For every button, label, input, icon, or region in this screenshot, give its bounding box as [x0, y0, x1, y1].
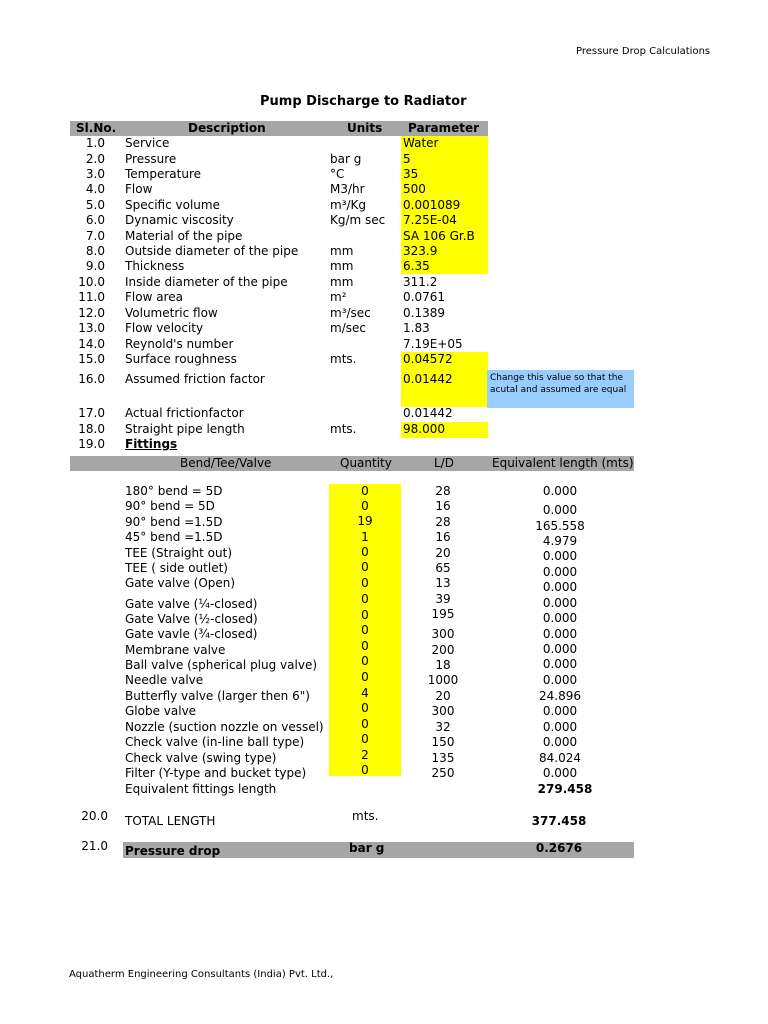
fitting-equivalent-length: 0.000 [542, 611, 578, 625]
fitting-quantity: 2 [361, 748, 369, 762]
company-footer: Aquatherm Engineering Consultants (India) Pvt. Ltd., [69, 969, 334, 980]
row-unit: mm [330, 259, 354, 273]
fitting-name: Filter (Y-type and bucket type) [125, 766, 307, 780]
row-sl-number: 7.0 [85, 229, 105, 243]
equiv-fittings-value: 279.458 [537, 782, 593, 796]
row-parameter-value: 0.1389 [403, 306, 445, 320]
fitting-name: Butterfly valve (larger then 6") [125, 689, 310, 703]
fitting-name: 45° bend =1.5D [125, 530, 223, 544]
fitting-equivalent-length: 0.000 [542, 484, 578, 498]
fitting-name: Membrane valve [125, 643, 226, 657]
row-sl-number: 15.0 [78, 352, 105, 366]
fitting-name: TEE (Straight out) [125, 546, 233, 560]
fitting-equivalent-length: 0.000 [542, 735, 578, 749]
row-parameter-value: 98.000 [403, 422, 445, 436]
fitting-quantity: 0 [361, 732, 369, 746]
row-parameter-value: SA 106 Gr.B [403, 229, 475, 243]
row-unit: mts. [330, 352, 357, 366]
fitting-equivalent-length: 0.000 [542, 549, 578, 563]
fitting-equivalent-length: 0.000 [542, 580, 578, 594]
row-unit: mts. [330, 422, 357, 436]
fitting-equivalent-length: 84.024 [539, 751, 581, 765]
row-description: Actual frictionfactor [125, 406, 244, 420]
fittings-header-band [70, 456, 634, 471]
row-description: Dynamic viscosity [125, 213, 234, 227]
fitting-ld: 300 [431, 704, 455, 718]
row-parameter-value: 7.19E+05 [403, 337, 463, 351]
fitting-ld: 20 [435, 546, 451, 560]
pressure-drop-sl: 21.0 [81, 839, 108, 853]
fittings-col-name: Bend/Tee/Valve [180, 456, 272, 470]
fitting-equivalent-length: 0.000 [542, 627, 578, 641]
fitting-ld: 150 [431, 735, 455, 749]
friction-factor-note: Change this value so that the acutal and assumed are equal [487, 370, 634, 408]
fitting-ld: 39 [435, 592, 451, 606]
fittings-col-eq: Equivalent length (mts) [492, 456, 634, 470]
row-sl-number: 14.0 [78, 337, 105, 351]
row-parameter-value: 311.2 [403, 275, 438, 289]
total-unit: mts. [352, 809, 379, 823]
row-description: Service [125, 136, 170, 150]
row-parameter-value: 35 [403, 167, 419, 181]
row-parameter-value: 0.04572 [403, 352, 453, 366]
fitting-quantity: 19 [357, 514, 373, 528]
fitting-ld: 1000 [427, 673, 459, 687]
pressure-drop-label: Pressure drop [125, 844, 221, 858]
fitting-name: Gate Valve (½-closed) [125, 612, 258, 626]
row-description: Straight pipe length [125, 422, 245, 436]
fitting-ld: 300 [431, 627, 455, 641]
fitting-name: Ball valve (spherical plug valve) [125, 658, 318, 672]
fitting-ld: 13 [435, 576, 451, 590]
row-sl-number: 16.0 [78, 372, 105, 386]
row-description: Volumetric flow [125, 306, 218, 320]
fitting-equivalent-length: 0.000 [542, 642, 578, 656]
total-value: 377.458 [531, 814, 587, 828]
fitting-equivalent-length: 0.000 [542, 766, 578, 780]
row-description: Pressure [125, 152, 177, 166]
row-description: Flow [125, 182, 153, 196]
row-parameter-value: 323.9 [403, 244, 438, 258]
fitting-name: 90° bend =1.5D [125, 515, 223, 529]
row-parameter-value: 500 [403, 182, 426, 196]
row-parameter-value: 0.0761 [403, 290, 445, 304]
row-description: Outside diameter of the pipe [125, 244, 299, 258]
total-sl: 20.0 [81, 809, 108, 823]
row-description: Flow velocity [125, 321, 204, 335]
fitting-quantity: 0 [361, 576, 369, 590]
row-unit: °C [330, 167, 345, 181]
row-description: Reynold's number [125, 337, 234, 351]
fitting-quantity: 0 [361, 670, 369, 684]
row-sl-number: 2.0 [85, 152, 105, 166]
fitting-quantity: 0 [361, 592, 369, 606]
row-parameter-value: 0.01442 [403, 406, 453, 420]
pressure-drop-value: 0.2676 [535, 841, 583, 855]
row-unit: mm [330, 244, 354, 258]
fitting-equivalent-length: 0.000 [542, 704, 578, 718]
fitting-equivalent-length: 165.558 [535, 519, 585, 533]
fitting-ld: 18 [435, 658, 451, 672]
row-sl-number: 6.0 [85, 213, 105, 227]
equiv-fittings-label: Equivalent fittings length [125, 782, 277, 796]
fitting-name: Globe valve [125, 704, 197, 718]
fitting-name: 90° bend = 5D [125, 499, 215, 513]
row-sl-number: 4.0 [85, 182, 105, 196]
row-unit: bar g [330, 152, 362, 166]
row-parameter-value: 7.25E-04 [403, 213, 457, 227]
row-unit: m³/Kg [330, 198, 367, 212]
fitting-ld: 195 [431, 607, 455, 621]
fitting-quantity: 0 [361, 639, 369, 653]
fitting-name: Nozzle (suction nozzle on vessel) [125, 720, 324, 734]
pressure-drop-unit: bar g [349, 841, 385, 855]
row-description: Temperature [125, 167, 202, 181]
row-parameter-value: 1.83 [403, 321, 430, 335]
fitting-quantity: 4 [361, 686, 369, 700]
row-sl-number: 3.0 [85, 167, 105, 181]
fittings-col-ld: L/D [434, 456, 454, 470]
fitting-ld: 32 [435, 720, 451, 734]
fitting-ld: 16 [435, 530, 451, 544]
fitting-equivalent-length: 0.000 [542, 503, 578, 517]
table-header-band [70, 121, 488, 136]
row-parameter-value: 0.001089 [403, 198, 461, 212]
row-parameter-value: 6.35 [403, 259, 430, 273]
fitting-quantity: 0 [361, 560, 369, 574]
fitting-name: Gate vavle (¾-closed) [125, 627, 258, 641]
row-unit: mm [330, 275, 354, 289]
fitting-name: Check valve (swing type) [125, 751, 277, 765]
fitting-name: Gate valve (¼-closed) [125, 597, 258, 611]
fitting-ld: 20 [435, 689, 451, 703]
fitting-quantity: 1 [361, 530, 369, 544]
fitting-quantity: 0 [361, 763, 369, 777]
fitting-ld: 16 [435, 499, 451, 513]
row-sl-number: 1.0 [85, 136, 105, 150]
row-unit: m/sec [330, 321, 366, 335]
fitting-ld: 135 [431, 751, 455, 765]
col-header-description: Description [188, 121, 266, 135]
sheet-title: Pump Discharge to Radiator [260, 94, 467, 109]
row-sl-number: 11.0 [78, 290, 105, 304]
row-description: Material of the pipe [125, 229, 243, 243]
fitting-name: Gate valve (Open) [125, 576, 236, 590]
row-description: Assumed friction factor [125, 372, 265, 386]
row-sl-number: 13.0 [78, 321, 105, 335]
col-header-units: Units [347, 121, 383, 135]
row-sl-number: 12.0 [78, 306, 105, 320]
fitting-equivalent-length: 0.000 [542, 720, 578, 734]
fitting-equivalent-length: 0.000 [542, 657, 578, 671]
row-description: Thickness [125, 259, 185, 273]
fitting-name: Check valve (in-line ball type) [125, 735, 305, 749]
row-sl-number: 18.0 [78, 422, 105, 436]
fitting-name: TEE ( side outlet) [125, 561, 228, 575]
col-header-parameter: Parameter [408, 121, 480, 135]
fitting-ld: 200 [431, 643, 455, 657]
row-sl-number: 19.0 [78, 437, 105, 451]
fitting-equivalent-length: 0.000 [542, 565, 578, 579]
fitting-ld: 65 [435, 561, 451, 575]
row-sl-number: 5.0 [85, 198, 105, 212]
fitting-ld: 28 [435, 484, 451, 498]
row-sl-number: 9.0 [85, 259, 105, 273]
fitting-quantity: 0 [361, 717, 369, 731]
row-unit: m² [330, 290, 347, 304]
fitting-equivalent-length: 4.979 [542, 534, 578, 548]
row-unit: m³/sec [330, 306, 371, 320]
fitting-equivalent-length: 0.000 [542, 596, 578, 610]
col-header-slno: Sl.No. [76, 121, 117, 135]
row-parameter-value: Water [403, 136, 439, 150]
fitting-equivalent-length: 24.896 [539, 689, 581, 703]
fitting-quantity: 0 [361, 623, 369, 637]
row-parameter-value: 5 [403, 152, 411, 166]
row-unit: Kg/m sec [330, 213, 386, 227]
row-sl-number: 8.0 [85, 244, 105, 258]
fitting-equivalent-length: 0.000 [542, 673, 578, 687]
row-description: Specific volume [125, 198, 220, 212]
fitting-name: 180° bend = 5D [125, 484, 223, 498]
row-sl-number: 17.0 [78, 406, 105, 420]
fittings-col-qty: Quantity [340, 456, 392, 470]
fitting-quantity: 0 [361, 701, 369, 715]
document-header-title: Pressure Drop Calculations [576, 46, 711, 57]
fitting-ld: 250 [431, 766, 455, 780]
fitting-quantity: 0 [361, 545, 369, 559]
row-unit: M3/hr [330, 182, 365, 196]
fitting-quantity: 0 [361, 608, 369, 622]
row-description: Inside diameter of the pipe [125, 275, 288, 289]
fitting-ld: 28 [435, 515, 451, 529]
row-description: Fittings [125, 437, 178, 451]
fitting-name: Needle valve [125, 673, 204, 687]
row-parameter-value: 0.01442 [403, 372, 453, 386]
fitting-quantity: 0 [361, 654, 369, 668]
fitting-quantity: 0 [361, 484, 369, 498]
row-sl-number: 10.0 [78, 275, 105, 289]
row-description: Flow area [125, 290, 183, 304]
total-label: TOTAL LENGTH [125, 814, 216, 828]
fitting-quantity: 0 [361, 499, 369, 513]
row-description: Surface roughness [125, 352, 237, 366]
